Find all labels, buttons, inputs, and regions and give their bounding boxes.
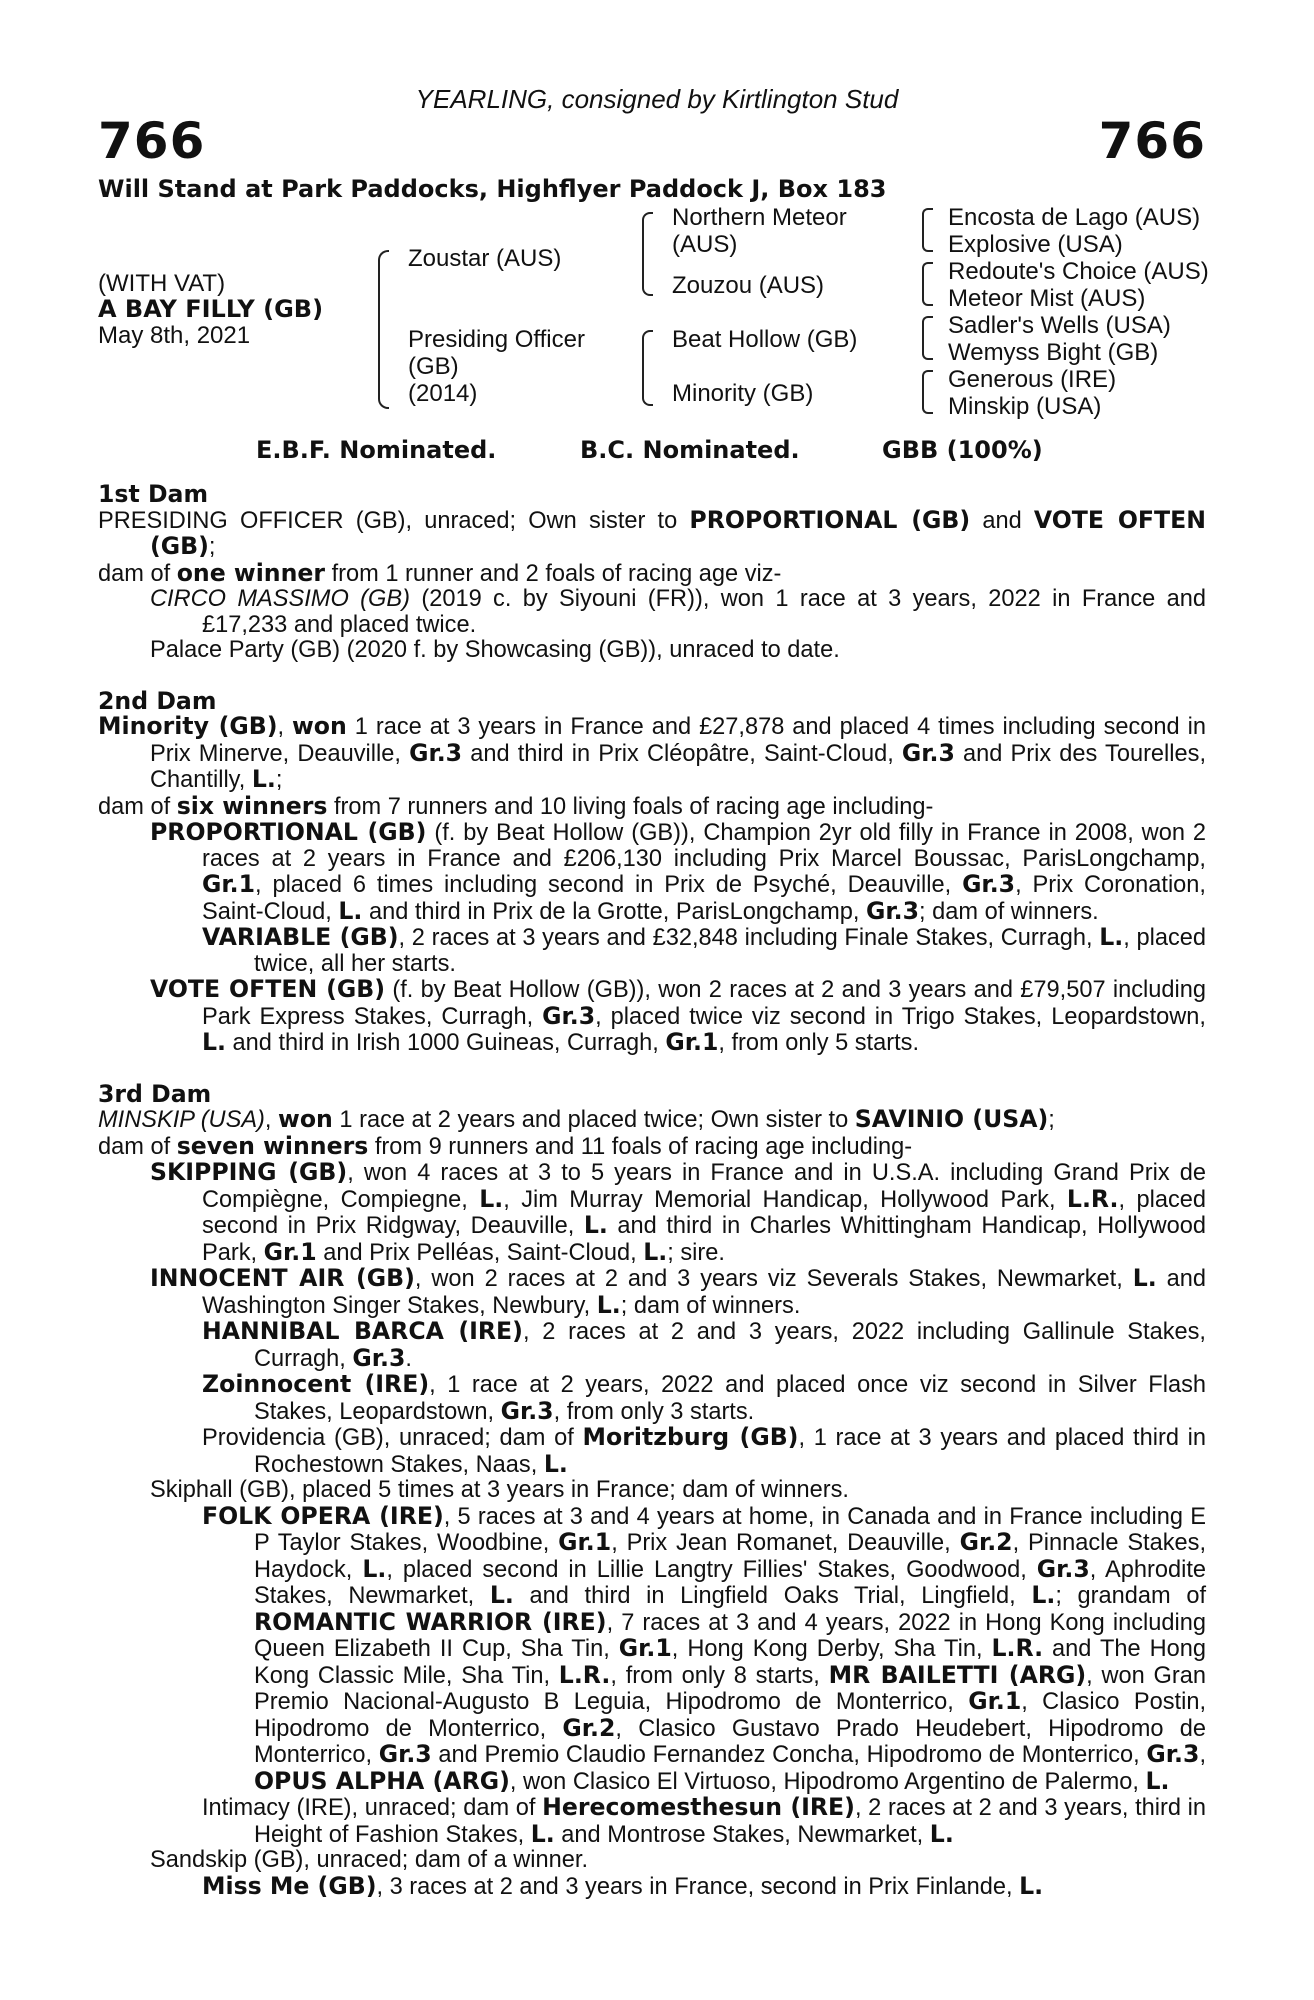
first-dam-heading: 1st Dam <box>98 480 209 508</box>
third-dam-heading: 3rd Dam <box>98 1079 212 1108</box>
lot-number-right: 766 <box>1098 112 1206 170</box>
pedigree-brace-g3 <box>922 316 933 360</box>
pedigree-brace-g2 <box>922 262 933 306</box>
pedigree-brace-main <box>378 250 389 409</box>
dam-name-line2: (GB) <box>408 353 459 380</box>
third-dam-produce: dam of seven winners from 9 runners and 11 foals of racing age including- <box>98 1131 913 1160</box>
sire-name: Zoustar (AUS) <box>408 245 562 272</box>
produce-hannibal-barca: HANNIBAL BARCA (IRE), 2 races at 2 and 3 years, 2022 including Gallinule Stakes, Curragh, Gr.3. <box>202 1317 1206 1372</box>
produce-zoinnocent: Zoinnocent (IRE), 1 race at 2 years, 2022 and placed once viz second in Silver Flash Stakes, Leopardstown, Gr.3, from only 3 starts. <box>202 1370 1206 1425</box>
produce-folk-opera: FOLK OPERA (IRE), 5 races at 3 and 4 years at home, in Canada and in France including E P Taylor Stakes, Woodbine, Gr.1, Prix Jean Romanet, Deauville, Gr.2, Pinnacle Stakes, Haydock, L., placed second in Lillie Langtry Fillies' Stakes, Goodwood, Gr.3, Aphrodite Stakes, Newmarket, L. and third in Lingfield Oaks Trial, Lingfield, L.; grandam of ROMANTIC WARRIOR (IRE), 7 races at 3 and 4 years, 2022 in Hong Kong including Queen Elizabeth II Cup, Sha Tin, Gr.1, Hong Kong Derby, Sha Tin, L.R. and The Hong Kong Classic Mile, Sha Tin, L.R., from only 8 starts, MR BAILETTI (ARG), won Gran Premio Nacional-Augusto B Leguia, Hipodromo de Monterrico, Gr.1, Clasico Postin, Hipodromo de Monterrico, Gr.2, Clasico Gustavo Prado Heudebert, Hipodromo de Monterrico, Gr.3 and Premio Claudio Fernandez Concha, Hipodromo de Monterrico, Gr.3, OPUS ALPHA (ARG), won Clasico El Virtuoso, Hipodromo Argentino de Palermo, L. <box>202 1501 1207 1795</box>
ped-g3-8: Minskip (USA) <box>948 393 1102 420</box>
second-dam-heading: 2nd Dam <box>98 686 217 715</box>
produce-circo-massimo: CIRCO MASSIMO (GB) (2019 c. by Siyouni (FR)), won 1 race at 3 years, 2022 in France and £17,233 and placed twice. <box>150 586 1206 638</box>
dam-name-line1: Presiding Officer <box>408 326 585 353</box>
pedigree-brace-g4 <box>922 370 933 414</box>
horse-dob: May 8th, 2021 <box>98 322 251 349</box>
ped-g3-1: Encosta de Lago (AUS) <box>948 204 1201 231</box>
ebf-nomination: E.B.F. Nominated. <box>256 436 497 464</box>
produce-sandskip: Sandskip (GB), unraced; dam of a winner. <box>150 1847 589 1873</box>
produce-providencia: Providencia (GB), unraced; dam of Moritzburg (GB), 1 race at 3 years and placed third in Rochestown Stakes, Naas, L. <box>202 1423 1207 1478</box>
vat-note: (WITH VAT) <box>98 270 226 297</box>
produce-variable: VARIABLE (GB), 2 races at 3 years and £32,848 including Finale Stakes, Curragh, L., placed twice, all her starts. <box>202 923 1207 977</box>
stabling-location: Will Stand at Park Paddocks, Highflyer Paddock J, Box 183 <box>98 175 887 203</box>
produce-innocent-air: INNOCENT AIR (GB), won 2 races at 2 and 3 years viz Severals Stakes, Newmarket, L. and Washington Singer Stakes, Newbury, L.; dam of winners. <box>150 1264 1206 1319</box>
dam-year: (2014) <box>408 380 478 407</box>
catalogue-body <box>98 482 1206 1900</box>
second-dam-para: Minority (GB), won 1 race at 3 years in France and £27,878 and placed 4 times including second in Prix Minerve, Deauville, Gr.3 and third in Prix Cléopâtre, Saint-Cloud, Gr.3 and Prix des Tourelles, Chantilly, L.; <box>98 712 1207 793</box>
gbb-status: GBB (100%) <box>882 436 1043 464</box>
produce-intimacy: Intimacy (IRE), unraced; dam of Herecomesthesun (IRE), 2 races at 2 and 3 years, third in Height of Fashion Stakes, L. and Montrose Stakes, Newmarket, L. <box>202 1793 1206 1848</box>
first-dam-produce: dam of one winner from 1 runner and 2 foals of racing age viz- <box>98 558 782 587</box>
produce-vote-often: VOTE OFTEN (GB) (f. by Beat Hollow (GB)), won 2 races at 2 and 3 years and £79,507 including Park Express Stakes, Curragh, Gr.3, placed twice viz second in Trigo Stakes, Leopardstown, L. and third in Irish 1000 Guineas, Curragh, Gr.1, from only 5 starts. <box>150 975 1206 1056</box>
sire-sire-line1: Northern Meteor <box>672 204 847 231</box>
produce-proportional: PROPORTIONAL (GB) (f. by Beat Hollow (GB)), Champion 2yr old filly in France in 2008, won 2 races at 2 years in France and £206,130 including Prix Marcel Boussac, ParisLongchamp, Gr.1, placed 6 times including second in Prix de Psyché, Deauville, Gr.3, Prix Coronation, Saint-Cloud, L. and third in Prix de la Grotte, ParisLongchamp, Gr.3; dam of winners. <box>150 818 1206 925</box>
produce-palace-party: Palace Party (GB) (2020 f. by Showcasing (GB)), unraced to date. <box>150 637 840 663</box>
pedigree-brace-dam <box>642 330 653 406</box>
horse-name: A BAY FILLY (GB) <box>98 295 324 323</box>
pedigree-brace-sire <box>642 212 653 296</box>
dam-dam: Minority (GB) <box>672 380 814 407</box>
ped-g3-5: Sadler's Wells (USA) <box>948 312 1171 339</box>
sire-dam: Zouzou (AUS) <box>672 272 825 299</box>
produce-skipping: SKIPPING (GB), won 4 races at 3 to 5 years in France and in U.S.A. including Grand Prix de Compiègne, Compiegne, L., Jim Murray Memorial Handicap, Hollywood Park, L.R., placed second in Prix Ridgway, Deauville, L. and third in Charles Whittingham Handicap, Hollywood Park, Gr.1 and Prix Pelléas, Saint-Cloud, L.; sire. <box>150 1158 1206 1266</box>
ped-g3-7: Generous (IRE) <box>948 366 1117 393</box>
bc-nomination: B.C. Nominated. <box>580 436 800 464</box>
lot-number-left: 766 <box>98 112 206 170</box>
sire-sire-line2: (AUS) <box>672 231 738 258</box>
dam-sire: Beat Hollow (GB) <box>672 326 858 353</box>
ped-g3-4: Meteor Mist (AUS) <box>948 285 1146 312</box>
produce-skiphall: Skiphall (GB), placed 5 times at 3 years in France; dam of winners. <box>150 1477 849 1503</box>
ped-g3-3: Redoute's Choice (AUS) <box>948 258 1209 285</box>
ped-g3-2: Explosive (USA) <box>948 231 1123 258</box>
produce-miss-me: Miss Me (GB), 3 races at 2 and 3 years in France, second in Prix Finlande, L. <box>202 1871 1044 1900</box>
first-dam-para: PRESIDING OFFICER (GB), unraced; Own sister to PROPORTIONAL (GB) and VOTE OFTEN (GB); <box>98 505 1206 560</box>
sale-subtitle: YEARLING, consigned by Kirtlington Stud <box>415 84 899 114</box>
pedigree-brace-g1 <box>922 208 933 252</box>
second-dam-produce: dam of six winners from 7 runners and 10 living foals of racing age including- <box>98 791 934 820</box>
third-dam-para: MINSKIP (USA), won 1 race at 2 years and placed twice; Own sister to SAVINIO (USA); <box>98 1105 1055 1133</box>
ped-g3-6: Wemyss Bight (GB) <box>948 339 1159 366</box>
